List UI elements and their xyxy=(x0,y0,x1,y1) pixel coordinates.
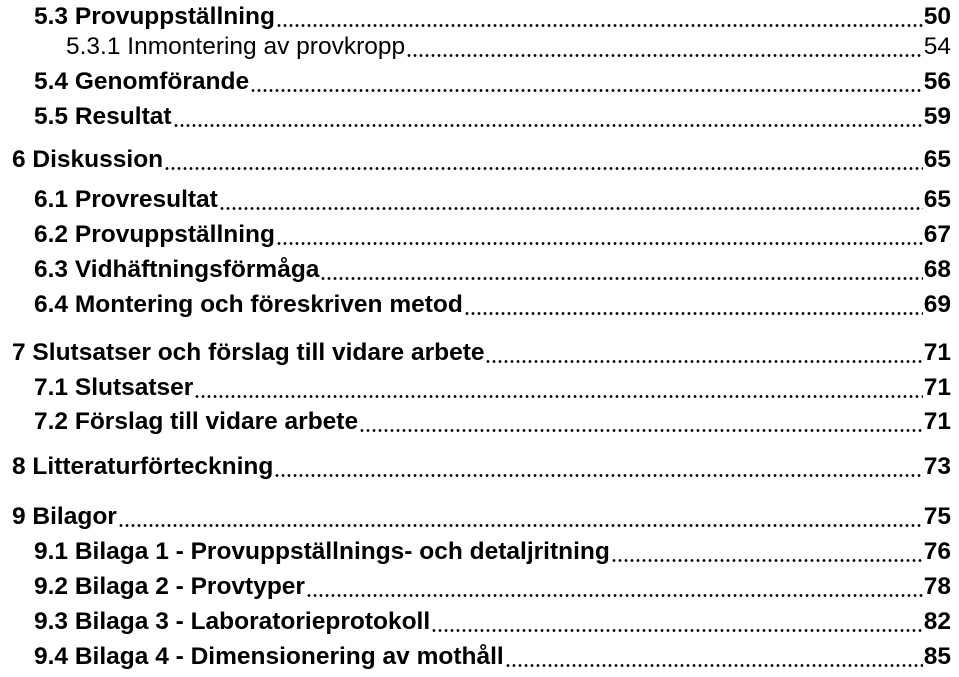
toc-entry[interactable] xyxy=(0,371,959,405)
toc-entry-title: 6.2 Provuppställning xyxy=(34,218,276,252)
toc-entry-title: 7.2 Förslag till vidare arbete xyxy=(34,405,359,439)
toc-dot-leader xyxy=(276,242,923,245)
toc-entry-title: 7 Slutsatser och förslag till vidare arbete xyxy=(12,336,485,370)
toc-dot-leader xyxy=(276,24,923,27)
toc-page-number: 85 xyxy=(923,640,951,674)
toc-page-number: 65 xyxy=(923,143,951,177)
toc-entry-title: 9 Bilagor xyxy=(12,500,118,534)
toc-entry-title: 6.1 Provresultat xyxy=(34,183,219,217)
toc-entry[interactable] xyxy=(0,405,959,439)
toc-page-number: 71 xyxy=(923,371,951,405)
toc-entry-title: 5.4 Genomförande xyxy=(34,65,250,99)
toc-page-number: 75 xyxy=(923,500,951,534)
toc-entry-title: 9.1 Bilaga 1 - Provuppställnings- och detaljritning xyxy=(34,535,611,569)
toc-page-number: 71 xyxy=(923,405,951,439)
toc-page-number: 54 xyxy=(923,30,951,64)
toc-page-number: 56 xyxy=(923,65,951,99)
toc-entry-title: 5.3.1 Inmontering av provkropp xyxy=(66,30,406,64)
toc-entry[interactable] xyxy=(0,570,959,604)
toc-dot-leader xyxy=(320,277,923,280)
toc-dot-leader xyxy=(274,474,923,477)
toc-entry-title: 6.3 Vidhäftningsförmåga xyxy=(34,253,320,287)
toc-dot-leader xyxy=(485,360,923,363)
toc-entry[interactable] xyxy=(0,0,959,34)
toc-entry[interactable] xyxy=(0,500,959,534)
toc-dot-leader xyxy=(219,207,923,210)
toc-entry[interactable] xyxy=(0,535,959,569)
toc-entry[interactable] xyxy=(0,605,959,639)
toc-dot-leader xyxy=(406,54,923,57)
toc-page-number: 59 xyxy=(923,100,951,134)
toc-page-number: 69 xyxy=(923,288,951,322)
toc-entry-title: 8 Litteraturförteckning xyxy=(12,450,274,484)
toc-page-number: 50 xyxy=(923,0,951,34)
toc-page-number: 68 xyxy=(923,253,951,287)
toc-entry-title: 6 Diskussion xyxy=(12,143,164,177)
toc-dot-leader xyxy=(194,395,923,398)
toc-dot-leader xyxy=(173,124,923,127)
toc-dot-leader xyxy=(505,664,923,667)
toc-entry-title: 5.5 Resultat xyxy=(34,100,173,134)
toc-page-number: 65 xyxy=(923,183,951,217)
toc-entry-title: 9.4 Bilaga 4 - Dimensionering av mothåll xyxy=(34,640,505,674)
toc-entry-title: 6.4 Montering och föreskriven metod xyxy=(34,288,464,322)
toc-dot-leader xyxy=(118,524,923,527)
toc-entry[interactable] xyxy=(0,640,959,674)
toc-entry[interactable] xyxy=(0,253,959,287)
toc-entry[interactable] xyxy=(0,100,959,134)
toc-page-number: 67 xyxy=(923,218,951,252)
toc-entry-title: 7.1 Slutsatser xyxy=(34,371,194,405)
toc-entry-title: 5.3 Provuppställning xyxy=(34,0,276,34)
toc-entry[interactable] xyxy=(0,65,959,99)
toc-entry[interactable] xyxy=(0,288,959,322)
toc-dot-leader xyxy=(164,167,923,170)
toc-entry[interactable] xyxy=(0,30,959,64)
toc-dot-leader xyxy=(250,89,923,92)
toc-page-number: 76 xyxy=(923,535,951,569)
toc-entry[interactable] xyxy=(0,450,959,484)
toc-page-number: 71 xyxy=(923,336,951,370)
toc-page-number: 73 xyxy=(923,450,951,484)
toc-dot-leader xyxy=(359,429,923,432)
toc-dot-leader xyxy=(611,559,923,562)
toc-entry-title: 9.2 Bilaga 2 - Provtyper xyxy=(34,570,306,604)
toc-dot-leader xyxy=(306,594,923,597)
toc-entry[interactable] xyxy=(0,218,959,252)
toc-dot-leader xyxy=(431,629,923,632)
toc-entry[interactable] xyxy=(0,336,959,370)
toc-page-number: 78 xyxy=(923,570,951,604)
toc-dot-leader xyxy=(464,312,923,315)
toc-entry[interactable] xyxy=(0,143,959,177)
toc-entry-title: 9.3 Bilaga 3 - Laboratorieprotokoll xyxy=(34,605,431,639)
toc-page-number: 82 xyxy=(923,605,951,639)
toc-entry[interactable] xyxy=(0,183,959,217)
